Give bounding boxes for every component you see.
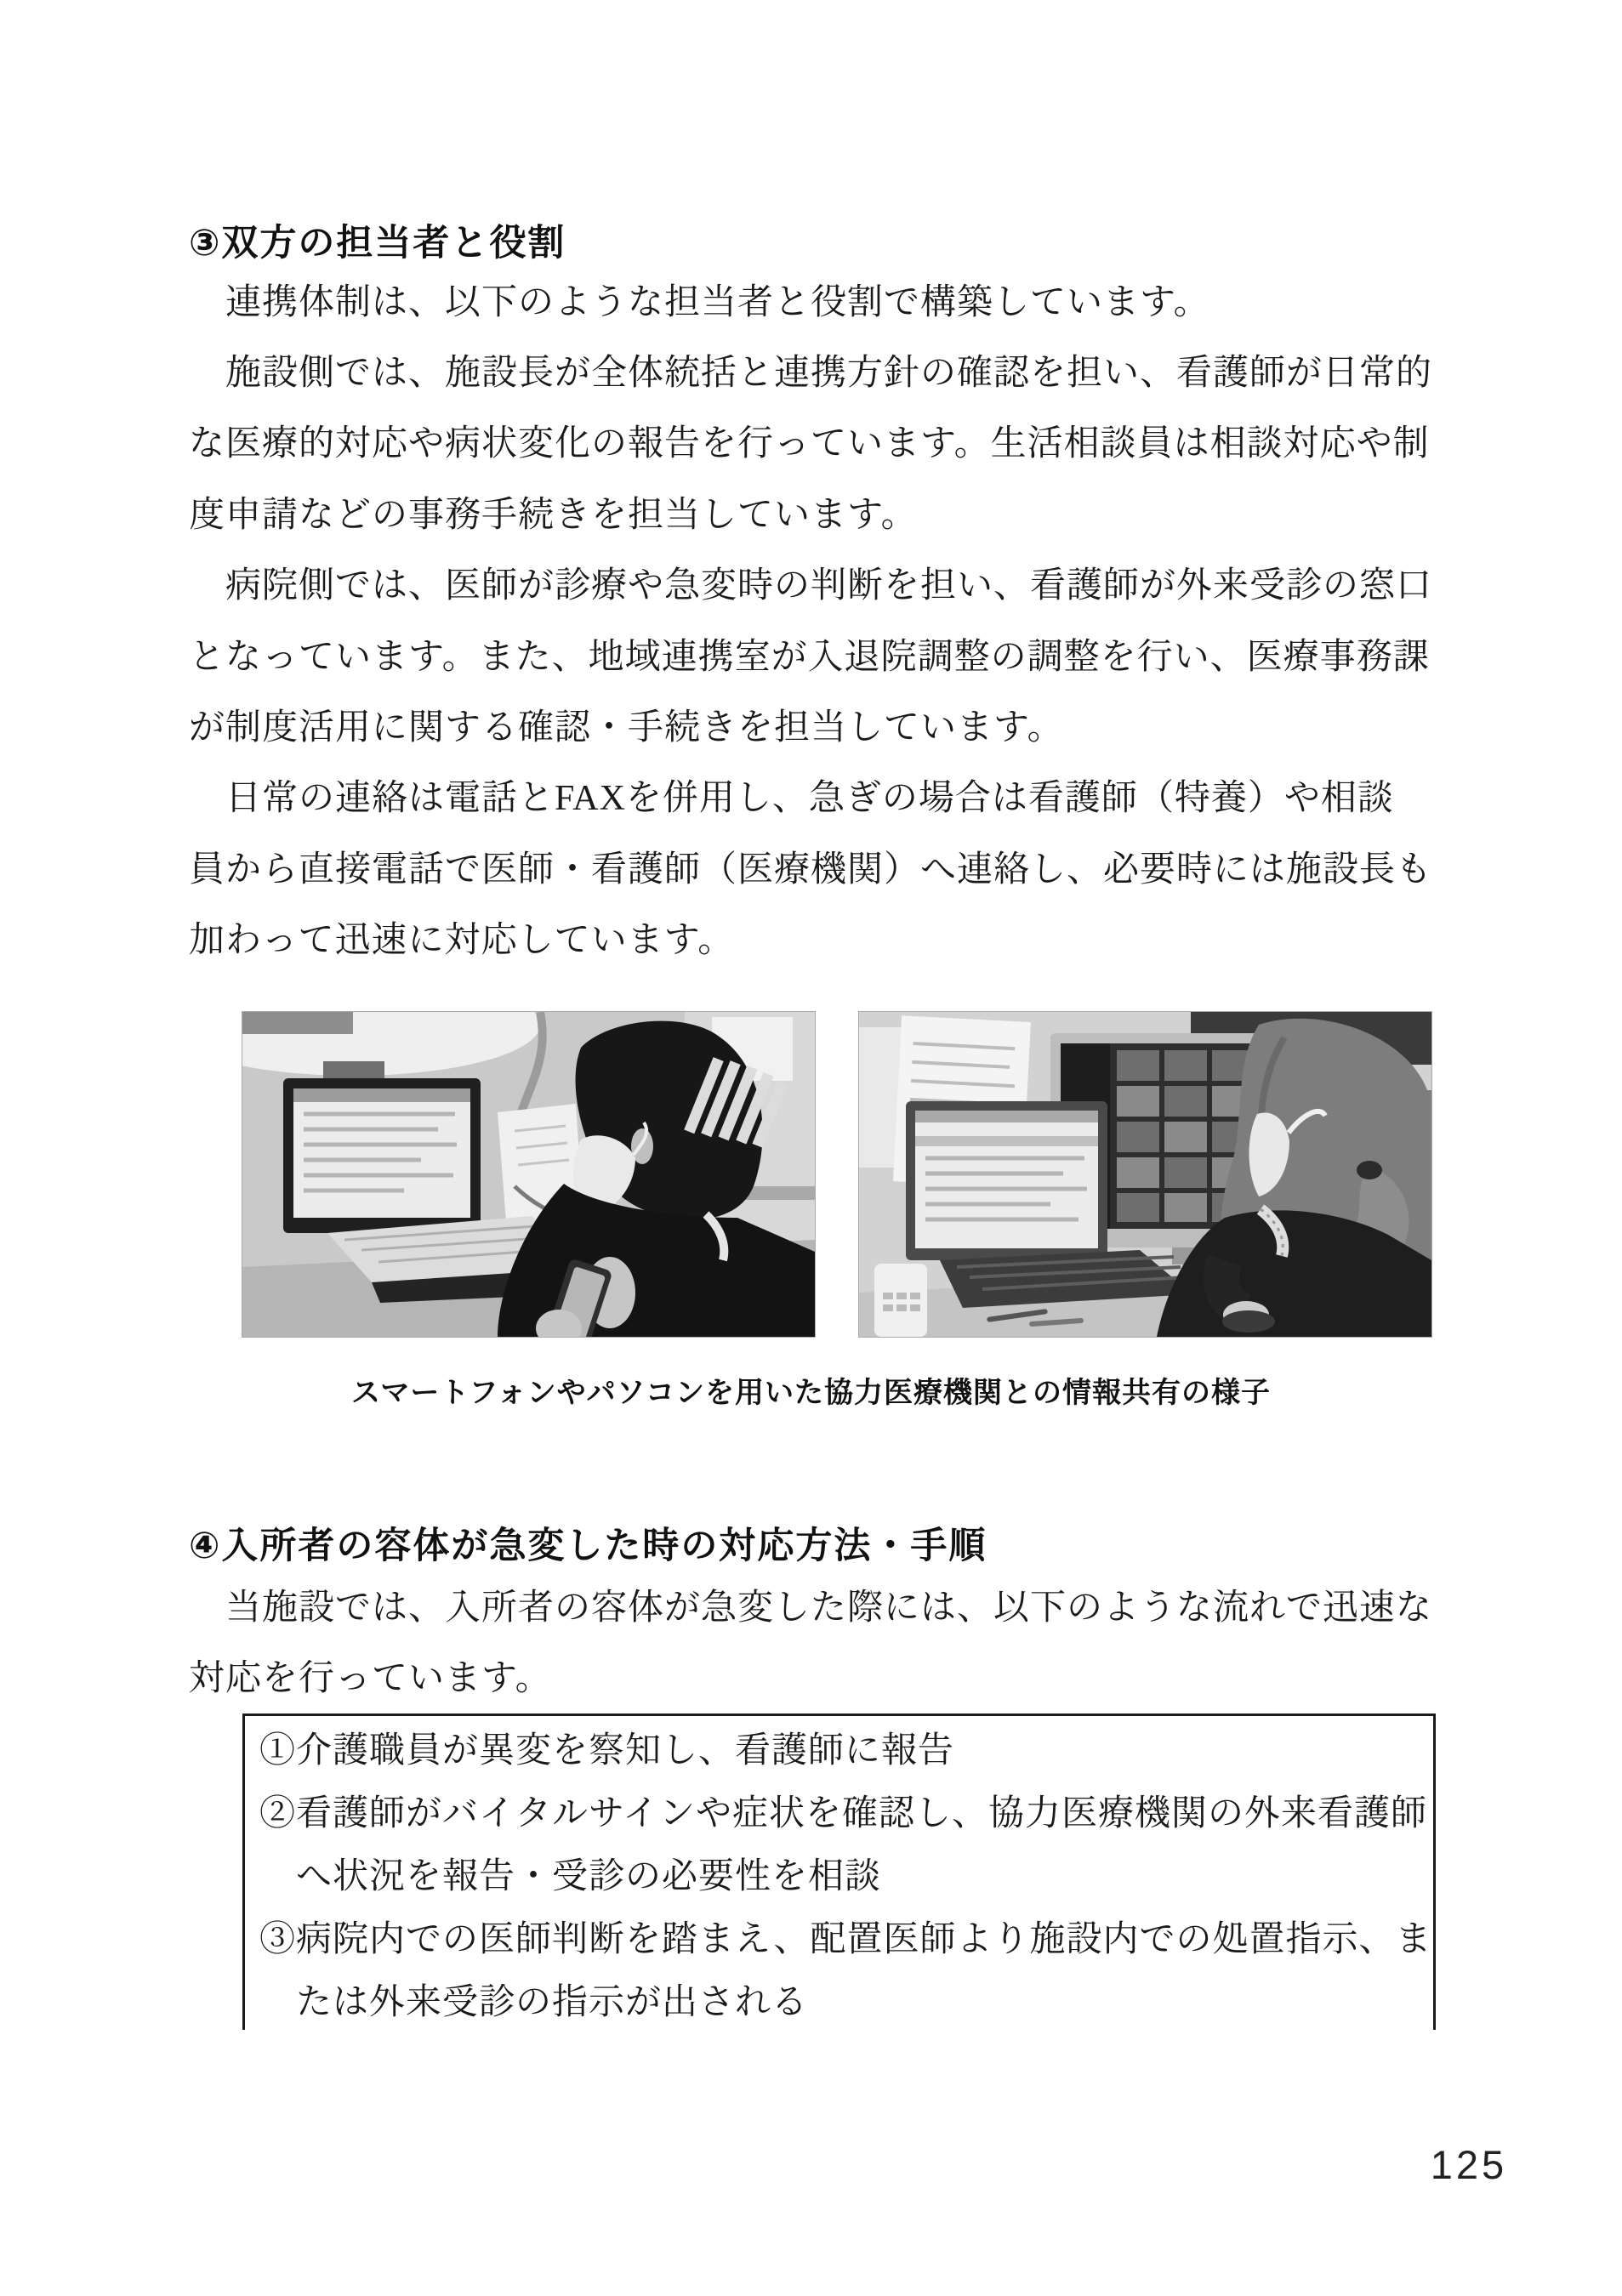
section4-paragraphs [189, 1569, 1448, 1711]
photo-left [242, 1012, 815, 1337]
procedure-step: たは外来受診の指示が出される [259, 1983, 809, 2022]
photo-left-image [242, 1012, 815, 1337]
body-line: となっています。また、地域連携室が入退院調整の調整を行い、医療事務課 [189, 637, 1430, 677]
body-line: 度申請などの事務手続きを担当しています。 [189, 495, 918, 535]
photo-caption: スマートフォンやパソコンを用いた協力医療機関との情報共有の様子 [351, 1377, 1271, 1409]
procedure-step: ①介護職員が異変を察知し、看護師に報告 [259, 1731, 955, 1770]
photo-row [242, 1012, 1431, 1337]
body-line: が制度活用に関する確認・手続きを担当しています。 [189, 708, 1064, 748]
body-line: 当施設では、入所者の容体が急変した際には、以下のような流れで迅速な [189, 1588, 1433, 1628]
section3-paragraphs [189, 264, 1448, 973]
photo-right [859, 1012, 1431, 1337]
body-line: 員から直接電話で医師・看護師（医療機関）へ連絡し、必要時には施設長も [189, 850, 1433, 889]
body-line: な医療的対応や病状変化の報告を行っています。生活相談員は相談対応や制 [189, 424, 1430, 464]
body-line: 日常の連絡は電話とFAXを併用し、急ぎの場合は看護師（特養）や相談 [189, 779, 1394, 819]
procedure-step: へ状況を報告・受診の必要性を相談 [259, 1857, 882, 1896]
section3-heading: ③双方の担当者と役割 [189, 223, 566, 264]
body-line: 施設側では、施設長が全体統括と連携方針の確認を担い、看護師が日常的 [189, 354, 1433, 394]
procedure-box [242, 1713, 1436, 2030]
body-line: 対応を行っています。 [189, 1659, 552, 1699]
body-line: 加わって迅速に対応しています。 [189, 921, 735, 961]
section4-heading: ④入所者の容体が急変した時の対応方法・手順 [189, 1526, 987, 1566]
photo-right-image [859, 1012, 1431, 1337]
body-line: 連携体制は、以下のような担当者と役割で構築しています。 [189, 282, 1210, 322]
procedure-step: ②看護師がバイタルサインや症状を確認し、協力医療機関の外来看護師 [259, 1794, 1428, 1833]
page-number: 125 [1430, 2142, 1508, 2187]
procedure-step: ③病院内での医師判断を踏まえ、配置医師より施設内での処置指示、ま [259, 1920, 1432, 1959]
body-line: 病院側では、医師が診療や急変時の判断を担い、看護師が外来受診の窓口 [189, 566, 1433, 606]
